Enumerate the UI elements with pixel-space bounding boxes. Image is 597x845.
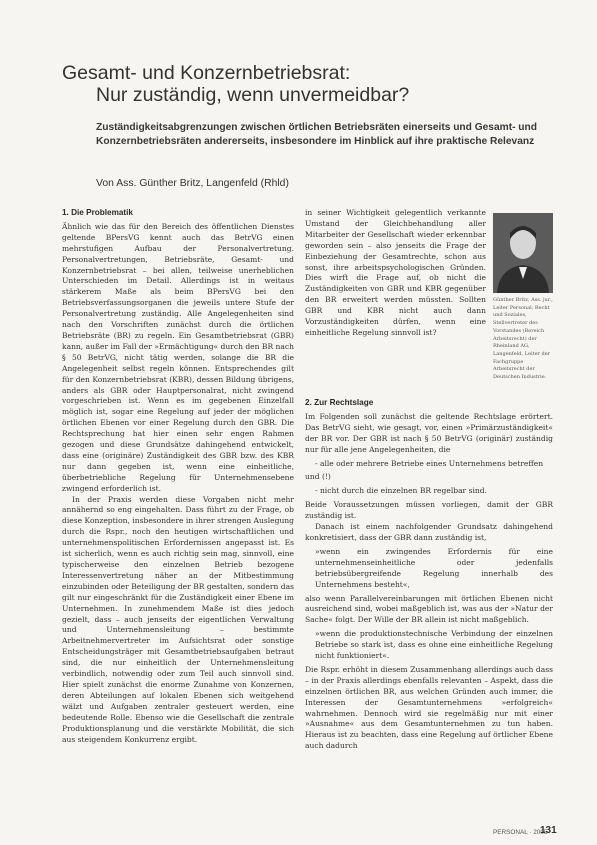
article-title [62,62,409,106]
title-line-2: Nur zuständig, wenn unvermeidbar? [96,84,410,106]
paragraph: Danach ist einem nachfolgender Grundsatz dahingehend konkretisiert, dass der GBR dann zuständig ist, [305,522,553,542]
journal-name: PERSONAL · 2005 [493,829,548,836]
left-column [62,208,294,745]
article-subtitle: Zuständigkeitsabgrenzungen zwischen örtlichen Betriebsräten einerseits und Gesamt- und Konzernbetriebsräten andererseits, insbesondere im Hinblick auf ihre praktische Relevanz [96,122,537,147]
paragraph: in seiner Wichtigkeit gelegentlich verkannte Umstand der Gleichbehandlung aller Mitarbeiter der Gesellschaft wieder erkennbar geworden sein – also jenseits die Frage der Einbeziehung der Gesamtrechte, schon aus sonst, ihre arbeitspsychologischen Gründen. Dies wirft die Frage auf, ob nicht die Zuständigkeiten von GBR und KBR gegenüber den BR erweitert werden müssten. Sollten GBR und KBR nicht auch dann Vorzuständigkeiten dürfen, wenn eine einheitliche Regelung sinnvoll ist? [305,208,486,337]
byline: Von Ass. Günther Britz, Langenfeld (Rhld) [96,178,289,189]
author-portrait-icon [493,213,553,293]
list-connector: und (!) [305,472,331,482]
section-heading-2: 2. Zur Rechtslage [305,398,374,407]
right-column [305,398,553,752]
title-line-1: Gesamt- und Konzernbetriebsrat: [62,62,351,84]
paragraph: also wenn Parallelvereinbarungen mit örtlichen Ebenen nicht ausreichend sind, wobei maßgeblich ist, was aus der »Natur der Sache« folgt. Der Wille der BR allein ist nicht maßgeblich. [305,593,553,625]
author-caption: Günther Britz, Ass. jur., Leiter Personal, Recht und Soziales, Stellvertreter des Vorstandes (Bereich Arbeitsrecht) der Rheinland AG, Langenfeld, Leiter der Fachgruppe Arbeitsrecht der Deutschen Industrie. [493,297,553,381]
paragraph: In der Praxis werden diese Vorgaben nicht mehr annähernd so eng eingehalten. Dass führt zu der Frage, ob diese Konzeption, insbesondere in ihrer strengen Auslegung durch die Rspr., noch den heutigen wirtschaftlichen und unternehmenspolitischen Erfordernissen angepasst ist. Es ist sicherlich, wenn es auch richtig sein mag, sinnvoll, eine typischerweise den einzelnen Betrieb bezogene Interessenvertretung näher an der Mitbestimmung einzubinden oder Beteiligung der BR gestalten, sondern das gilt nur eingeschränkt für die Zuständigkeit einer Ebene im Unternehmen. In zunehmendem Maße ist dies jedoch gezielt, dass – auch jenseits der eigentlichen Verwaltung und Unternehmensleitung – bestimmte Arbeitnehmervertreter im Aufsichtsrat oder sonstige Entscheidungsträger mit Gesamtbetriebsaufgaben betraut sind, die nur einheitlich der Unternehmensleitung verbindlich, notwendig oder zum Teil auch sinnvoll sind. Hier spielt zunächst die enorme Zunahme von Konzernen, deren Abteilungen auf lokalen Ebenen sich weitgehend wälzt und Aufgaben zentraler gesteuert werden, eine bedeutende Rolle. Ebenso wie die Gesellschaft die zentrale Produktionsplanung und die verstärkte Mobilität, die sich aus steigendem Konkurrenz ergibt. [62,494,294,744]
block-quote: »wenn ein zwingendes Erfordernis für eine unternehmenseinheitliche oder jedenfalls betriebsübergreifende Regelung innerhalb des Unternehmens besteht«, [315,546,553,589]
paragraph: Im Folgenden soll zunächst die geltende Rechtslage erörtert. Das BetrVG sieht, wie gesagt, vor, einen »Primärzuständigkeit« der BR vor. Der GBR ist nach § 50 BetrVG (originär) zuständig nur für alle jene Angelegenheiten, die [305,411,553,454]
section-heading-1: 1. Die Problematik [62,208,133,217]
list-item: - nicht durch die einzelnen BR regelbar sind. [315,486,487,496]
author-photo [493,213,553,293]
list-item: - alle oder mehrere Betriebe eines Unternehmens betreffen [315,458,544,468]
paragraph: Die Rspr. erhöht in diesem Zusammenhang allerdings auch dass – in der Praxis allerdings ebenfalls relevanten – Aspekt, dass die einzelnen örtlichen BR, aus welchen Gründen auch immer, die Interessen der Gesamtunternehmens »erfolgreich« wahrnehmen. Dennoch wird sie regelmäßig nur mit einer »Ausnahme« aus dem Gesamtunternehmen zu tun haben. Hieraus ist zu beachten, dass eine Regelung auf örtlicher Ebene auch dadurch [305,664,553,751]
paragraph: Ähnlich wie das für den Bereich des öffentlichen Dienstes geltende BPersVG kennt auch das BetrVG einen mehrstufigen Aufbau der Personalvertretung. Personalvertretungen, Betriebsräte, Gesamt- und Konzernbetriebsrat – bei allen, teilweise unerheblichen Unterschieden im Detail. Allerdings ist in weitaus stärkerem Maße als beim BPersVG bei den Betriebsverfassungsorganen die jeweils untere Stufe der Personalvertretung zuständig. Alle Angelegenheiten sind nach den Vorschriften zunächst durch die örtlichen Betriebsräte (BR) zu regeln. Ein Gesamtbetriebsrat (GBR) kann, außer im Fall der »Ermächtigung« durch den BR nach § 50 BetrVG, nicht tätig werden, solange die BR die Angelegenheit selbst regeln können. Entsprechendes gilt für den Konzernbetriebsrat (KBR), dessen Bildung übrigens, anders als GBR oder Hauptpersonalrat, nicht zwingend vorgeschrieben ist. Wenn es im gegebenen Einzelfall möglich ist, sogar eine Regelung auf jeder der möglichen örtlichen Ebenen vor einer Regelung durch den GBR. Die Rechtsprechung hat hier einen sehr engen Rahmen gezogen und diese Grundsätze dahingehend entwickelt, dass eine (originäre) Zuständigkeit des GBR bzw. des KBR nur dann gegeben ist, wenn eine einheitliche, überbetriebliche Regelung für Unternehmensebene zwingend erforderlich ist. [62,221,294,493]
page-number: 131 [540,825,557,836]
block-quote: »wenn die produktionstechnische Verbindung der einzelnen Betriebe so stark ist, dass es ohne eine einheitliche Regelung nicht funktioniert«. [315,629,553,661]
right-column-top [305,208,486,339]
paragraph: Beide Voraussetzungen müssen vorliegen, damit der GBR zuständig ist. [305,500,553,521]
